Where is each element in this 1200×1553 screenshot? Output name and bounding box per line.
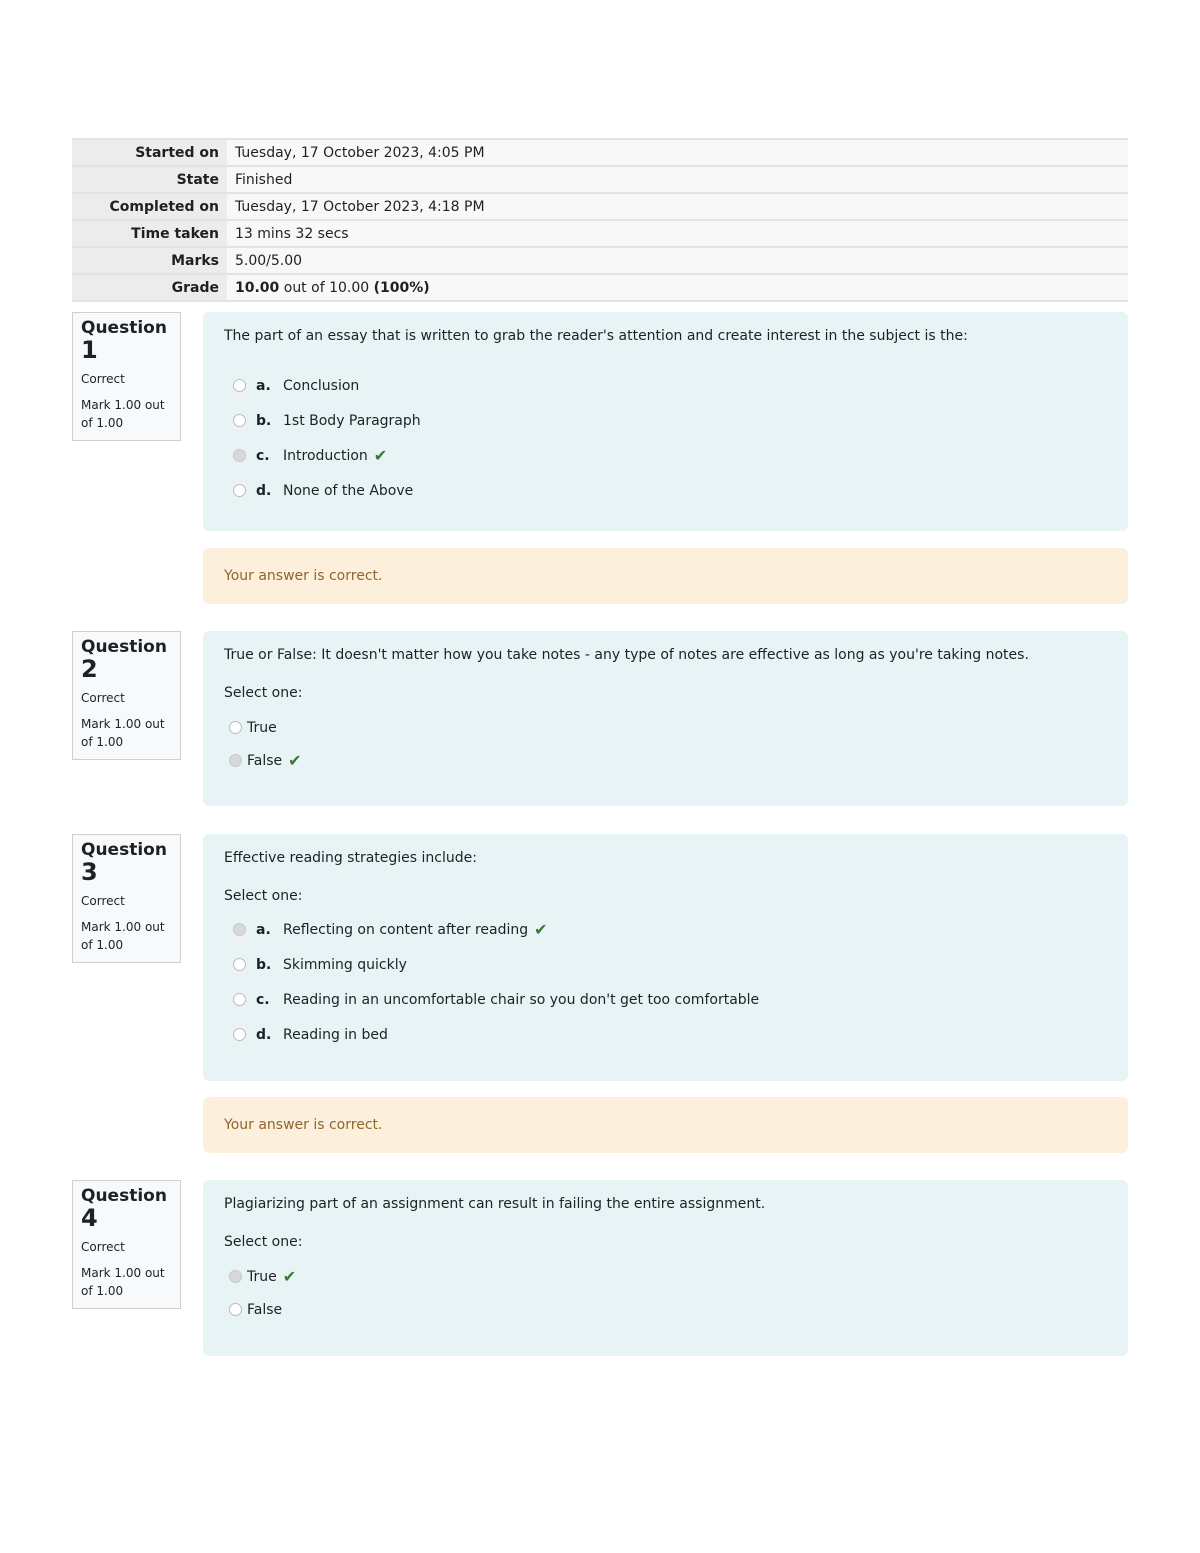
answer-option-false[interactable] [224,1293,1107,1326]
summary-label: Completed on [72,193,227,220]
answer-option-true[interactable] [224,711,1107,744]
option-text: Reading in bed [283,1026,388,1043]
option-text: True [247,719,277,736]
radio-button-selected[interactable] [229,1270,242,1283]
answer-option-false[interactable] [224,744,1107,777]
answer-options [224,711,1107,777]
check-icon: ✔ [288,751,302,770]
question-label: Question [81,637,167,657]
radio-button[interactable] [233,958,246,971]
question-text: True or False: It doesn't matter how you take notes - any type of notes are effective as long as you're taking notes. [224,647,1029,663]
summary-value: Finished [227,166,1128,193]
radio-button[interactable] [233,1028,246,1041]
check-icon: ✔ [534,920,548,939]
select-one-prompt: Select one: [224,685,303,701]
answer-option[interactable] [224,368,1107,403]
option-letter: b. [256,956,272,973]
select-one-prompt: Select one: [224,888,303,904]
option-text: Reflecting on content after reading [283,921,529,938]
option-text: Skimming quickly [283,956,407,973]
option-letter: a. [256,921,271,938]
option-letter: d. [256,1026,272,1043]
option-text: Reading in an uncomfortable chair so you don't get too comfortable [283,991,760,1008]
option-text: True [247,1268,277,1285]
radio-button-selected[interactable] [233,923,246,936]
question-state: Correct [81,372,125,386]
answer-option[interactable] [224,403,1107,438]
radio-button[interactable] [229,1303,242,1316]
option-letter: b. [256,412,272,429]
summary-value [227,274,1128,301]
radio-button[interactable] [233,379,246,392]
summary-label: Time taken [72,220,227,247]
question-state: Correct [81,894,125,908]
attempt-summary-table [72,138,1128,302]
select-one-prompt: Select one: [224,1234,303,1250]
question-grade: Mark 1.00 out of 1.00 [81,1266,165,1298]
option-letter: c. [256,447,270,464]
question-info [72,631,181,760]
question-text: Effective reading strategies include: [224,850,477,866]
question-grade: Mark 1.00 out of 1.00 [81,717,165,749]
question-label: Question [81,1186,167,1206]
grade-score: 10.00 [235,279,280,296]
question-formulation [203,834,1128,1081]
option-text: False [247,752,283,769]
answer-option[interactable] [224,1017,1107,1052]
question-number: 3 [81,858,98,886]
option-letter: c. [256,991,270,1008]
summary-value: 5.00/5.00 [227,247,1128,274]
check-icon: ✔ [282,1267,297,1286]
radio-button[interactable] [233,993,246,1006]
question-formulation [203,312,1128,531]
grade-out-of: out of 10.00 [279,279,374,296]
summary-value: 13 mins 32 secs [227,220,1128,247]
feedback-box: Your answer is correct. [203,1097,1128,1153]
question-number: 4 [81,1204,98,1232]
question-label: Question [81,840,167,860]
question-grade: Mark 1.00 out of 1.00 [81,920,165,952]
answer-option-true[interactable] [224,1260,1107,1293]
summary-row-marks [72,247,1128,274]
grade-percent: (100%) [373,279,430,296]
question-grade: Mark 1.00 out of 1.00 [81,398,165,430]
answer-options [224,368,1107,508]
option-text: Introduction [283,447,368,464]
question-formulation [203,631,1128,806]
summary-label: Grade [72,274,227,301]
summary-value: Tuesday, 17 October 2023, 4:18 PM [227,193,1128,220]
summary-label: State [72,166,227,193]
question-text: Plagiarizing part of an assignment can result in failing the entire assignment. [224,1196,766,1212]
radio-button-selected[interactable] [233,449,246,462]
summary-row-grade [72,274,1128,301]
summary-label: Started on [72,139,227,166]
radio-button[interactable] [229,721,242,734]
radio-button[interactable] [233,414,246,427]
answer-option[interactable] [224,438,1107,473]
answer-option[interactable] [224,947,1107,982]
option-text: None of the Above [283,482,414,499]
question-label: Question [81,318,167,338]
option-text: False [247,1301,283,1318]
summary-row-completed [72,193,1128,220]
radio-button[interactable] [233,484,246,497]
summary-label: Marks [72,247,227,274]
feedback-box: Your answer is correct. [203,548,1128,604]
question-info [72,834,181,963]
option-letter: a. [256,377,271,394]
question-state: Correct [81,691,125,705]
question-info [72,312,181,441]
question-state: Correct [81,1240,125,1254]
question-formulation [203,1180,1128,1356]
question-number: 2 [81,655,98,683]
radio-button-selected[interactable] [229,754,242,767]
answer-option[interactable] [224,473,1107,508]
summary-value: Tuesday, 17 October 2023, 4:05 PM [227,139,1128,166]
question-info [72,1180,181,1309]
summary-row-state [72,166,1128,193]
answer-option[interactable] [224,982,1107,1017]
option-text: 1st Body Paragraph [283,412,421,429]
question-text: The part of an essay that is written to grab the reader's attention and create interest in the subject is the: [224,328,968,344]
summary-row-time-taken [72,220,1128,247]
summary-row-started [72,139,1128,166]
option-text: Conclusion [283,377,360,394]
option-letter: d. [256,482,272,499]
answer-options [224,912,1107,1052]
answer-option[interactable] [224,912,1107,947]
check-icon: ✔ [373,446,388,465]
answer-options [224,1260,1107,1326]
question-number: 1 [81,336,98,364]
